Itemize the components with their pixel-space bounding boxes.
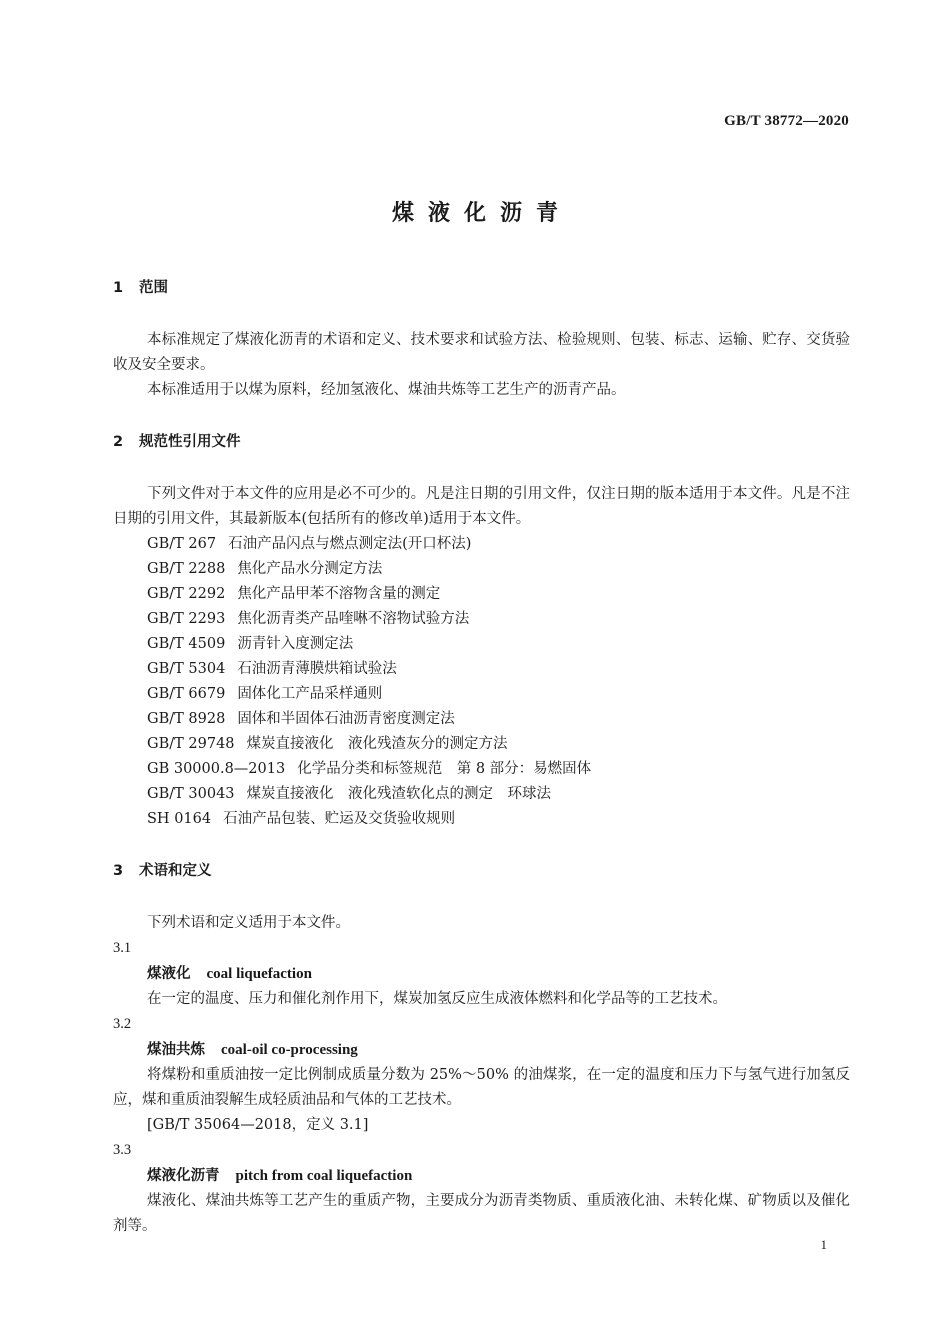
term-name-zh: 煤液化沥青 <box>147 1168 220 1184</box>
term-name-en: coal-oil co-processing <box>221 1042 358 1058</box>
term-number: 3.2 <box>113 1016 132 1032</box>
reference-title: 固体和半固体石油沥青密度测定法 <box>237 711 455 727</box>
paragraph: 本标准适用于以煤为原料，经加氢液化、煤油共炼等工艺生产的沥青产品。 <box>147 382 626 398</box>
reference-title: 煤炭直接液化 液化残渣软化点的测定 环球法 <box>246 786 552 802</box>
term-name-zh: 煤液化 <box>147 966 191 982</box>
section-1-heading <box>113 276 850 301</box>
page-number: 1 <box>820 1237 827 1252</box>
reference-item <box>113 657 850 682</box>
section-title: 规范性引用文件 <box>139 434 241 450</box>
section-number: 2 <box>113 434 124 450</box>
reference-code: GB/T 2293 <box>147 611 226 627</box>
reference-code: GB/T 30043 <box>147 786 235 802</box>
reference-title: 沥青针入度测定法 <box>237 636 354 652</box>
reference-code: GB/T 2292 <box>147 586 226 602</box>
reference-code: SH 0164 <box>147 811 212 827</box>
reference-title: 焦化产品水分测定方法 <box>237 561 383 577</box>
paragraph: 本标准规定了煤液化沥青的术语和定义、技术要求和试验方法、检验规则、包装、标志、运输、贮存、交货验收及安全要求。 <box>113 332 850 373</box>
term-number: 3.3 <box>113 1142 132 1158</box>
section-number: 3 <box>113 863 124 879</box>
reference-item <box>113 532 850 557</box>
term-definition: 在一定的温度、压力和催化剂作用下，煤炭加氢反应生成液体燃料和化学品等的工艺技术。 <box>147 991 727 1007</box>
term-name <box>113 1163 850 1189</box>
section-3-heading <box>113 859 850 884</box>
reference-code: GB/T 8928 <box>147 711 226 727</box>
term-name-en: coal liquefaction <box>206 966 312 982</box>
section-title: 术语和定义 <box>139 863 212 879</box>
reference-item <box>113 557 850 582</box>
reference-code: GB 30000.8—2013 <box>147 761 286 777</box>
reference-title: 焦化产品甲苯不溶物含量的测定 <box>237 586 441 602</box>
reference-title: 石油产品闪点与燃点测定法(开口杯法) <box>228 536 472 552</box>
reference-title: 煤炭直接液化 液化残渣灰分的测定方法 <box>246 736 508 752</box>
standard-code: GB/T 38772—2020 <box>724 113 849 129</box>
reference-item <box>113 632 850 657</box>
reference-item <box>113 732 850 757</box>
section-2-heading <box>113 430 850 455</box>
section-number: 1 <box>113 280 124 296</box>
reference-title: 焦化沥青类产品喹啉不溶物试验方法 <box>237 611 470 627</box>
reference-code: GB/T 267 <box>147 536 217 552</box>
term-name-en: pitch from coal liquefaction <box>235 1168 413 1184</box>
reference-item <box>113 707 850 732</box>
term-name <box>113 961 850 987</box>
reference-code: GB/T 2288 <box>147 561 226 577</box>
section-title: 范围 <box>139 280 168 296</box>
reference-item <box>113 782 850 807</box>
term-name-zh: 煤油共炼 <box>147 1042 205 1058</box>
document-body <box>113 276 850 1239</box>
reference-code: GB/T 6679 <box>147 686 226 702</box>
term-source: [GB/T 35064—2018，定义 3.1] <box>147 1117 369 1133</box>
reference-list <box>113 532 850 832</box>
term-number: 3.1 <box>113 940 132 956</box>
reference-title: 石油产品包装、贮运及交货验收规则 <box>223 811 456 827</box>
reference-item <box>113 682 850 707</box>
reference-code: GB/T 4509 <box>147 636 226 652</box>
term-definition: 将煤粉和重质油按一定比例制成质量分数为 25%～50% 的油煤浆，在一定的温度和压力下与氢气进行加氢反应，煤和重质油裂解生成轻质油品和气体的工艺技术。 <box>113 1067 850 1108</box>
reference-title: 石油沥青薄膜烘箱试验法 <box>237 661 397 677</box>
reference-code: GB/T 5304 <box>147 661 226 677</box>
paragraph: 下列文件对于本文件的应用是必不可少的。凡是注日期的引用文件，仅注日期的版本适用于本文件。凡是不注日期的引用文件，其最新版本(包括所有的修改单)适用于本文件。 <box>113 486 850 527</box>
term-name <box>113 1037 850 1063</box>
reference-code: GB/T 29748 <box>147 736 235 752</box>
reference-title: 化学品分类和标签规范 第 8 部分：易燃固体 <box>297 761 592 777</box>
reference-item <box>113 582 850 607</box>
reference-item <box>113 607 850 632</box>
term-definition: 煤液化、煤油共炼等工艺产生的重质产物，主要成分为沥青类物质、重质液化油、未转化煤、矿物质以及催化剂等。 <box>113 1193 850 1234</box>
reference-item <box>113 757 850 782</box>
paragraph: 下列术语和定义适用于本文件。 <box>147 915 350 931</box>
document-title: 煤液化沥青 <box>391 201 572 226</box>
reference-item <box>113 807 850 832</box>
reference-title: 固体化工产品采样通则 <box>237 686 383 702</box>
